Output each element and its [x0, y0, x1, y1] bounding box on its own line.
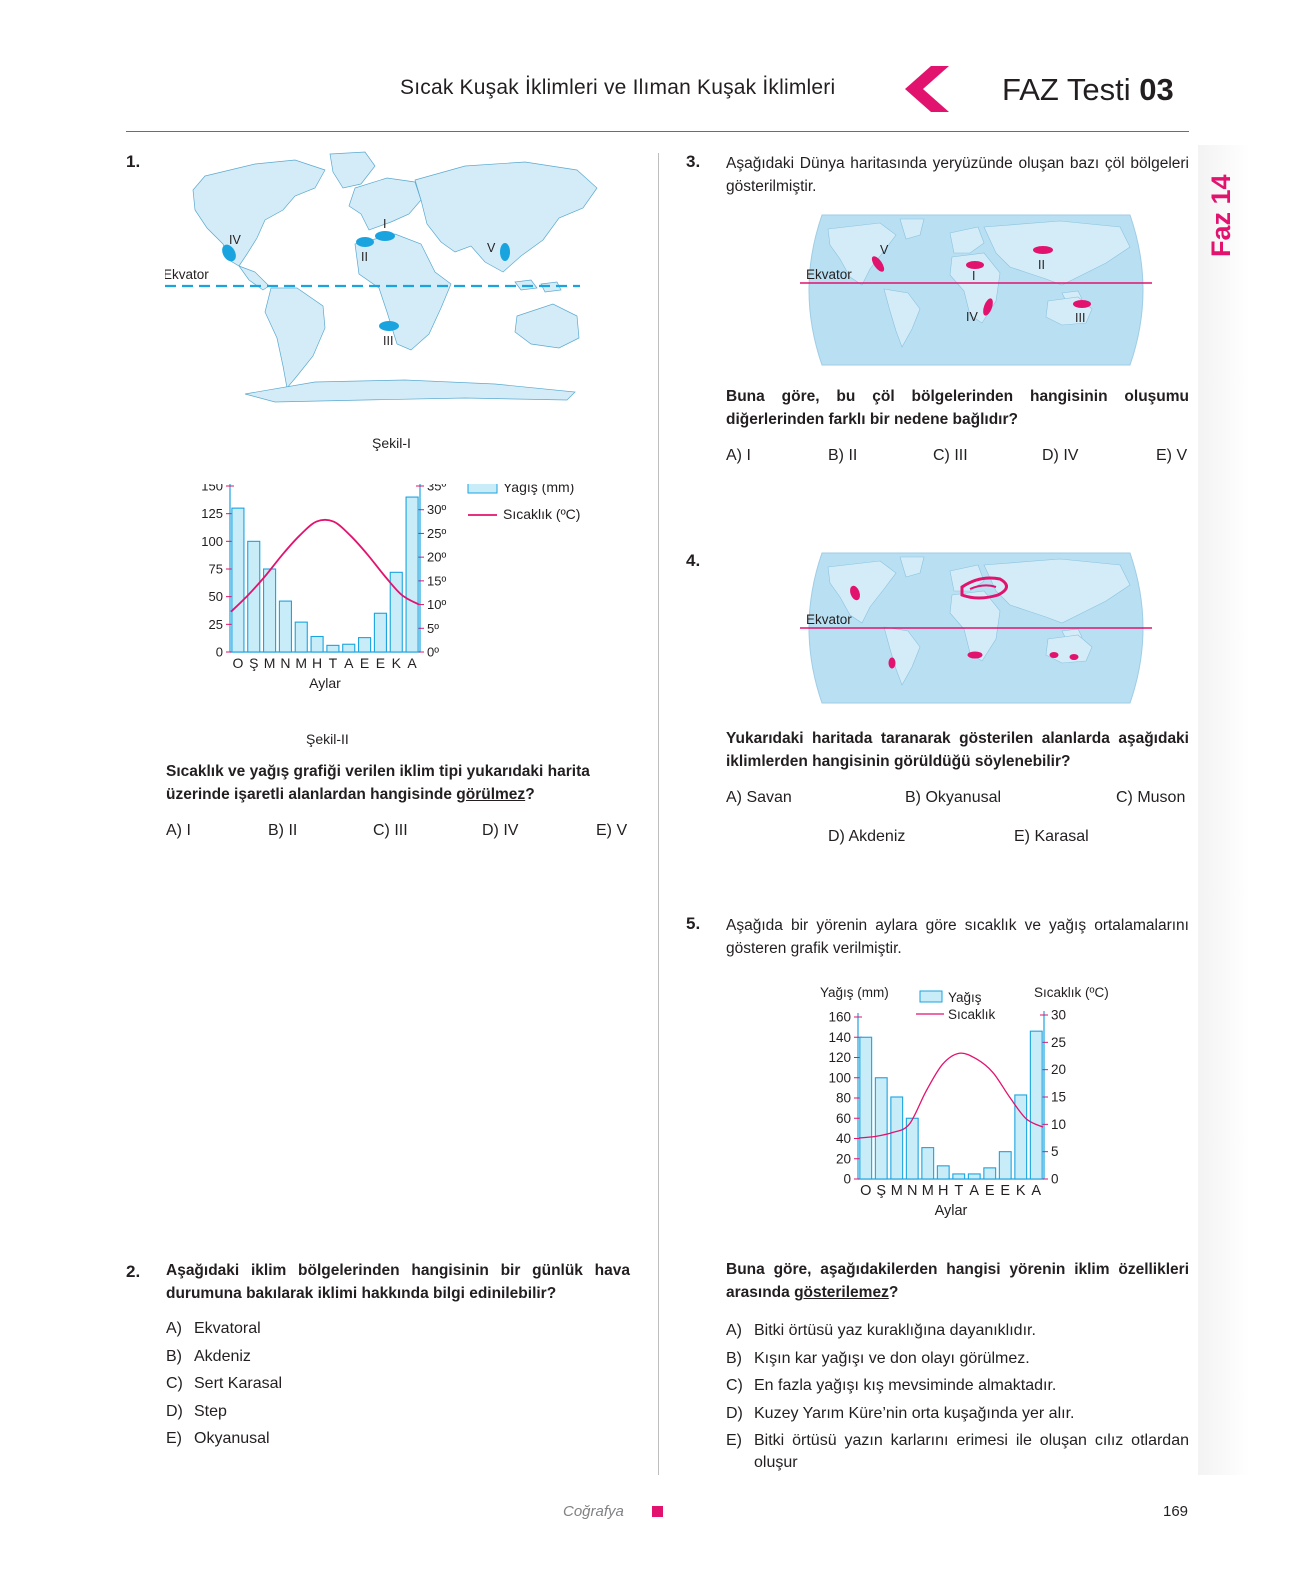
marker-label-II: II — [361, 250, 368, 264]
month-label: N — [907, 1183, 918, 1199]
q5-option-a[interactable]: A) Bitki örtüsü yaz kuraklığına dayanıklıdır. — [726, 1322, 1036, 1339]
desert-III — [1073, 300, 1091, 308]
left-tick-label: 40 — [835, 1131, 851, 1146]
equator-label: Ekvator — [806, 612, 852, 627]
q5-option-e[interactable]: E) Bitki örtüsü yazın karlarını erimesi ile oluşan cılız otlardan oluşur — [726, 1432, 1189, 1471]
bar-12 — [406, 497, 418, 652]
legend-bar-label: Yağış — [948, 990, 982, 1005]
q4-number: 4. — [686, 551, 701, 570]
bar-5 — [922, 1148, 934, 1179]
marker-label-IV: IV — [229, 233, 241, 247]
q5-question-underlined: gösterilemez — [794, 1284, 889, 1301]
q2-option-d[interactable]: D) Step — [166, 1402, 227, 1420]
left-tick-label: 75 — [208, 561, 223, 577]
left-tick-label: 160 — [828, 1009, 851, 1025]
desert-label-II: II — [1038, 258, 1045, 272]
right-tick-label: 25 — [1051, 1034, 1067, 1050]
q1-number: 1. — [126, 152, 141, 171]
marker-label-III: III — [383, 334, 394, 348]
marker-III — [379, 321, 399, 331]
page-title: Sıcak Kuşak İklimleri ve Ilıman Kuşak İklimleri — [400, 76, 836, 99]
footer-subject: Coğrafya — [563, 1503, 624, 1520]
bar-4 — [279, 601, 291, 652]
side-tab-text: Faz 14 — [1206, 174, 1236, 257]
left-tick-label: 50 — [208, 589, 223, 605]
x-axis-label: Aylar — [309, 675, 341, 691]
marker-I — [375, 231, 395, 241]
right-tick-label: 35º — [427, 484, 447, 494]
q3-option-a[interactable]: A) I — [726, 447, 751, 464]
bar-9 — [359, 638, 371, 652]
q3-option-c[interactable]: C) III — [933, 447, 968, 464]
legend-bar-swatch — [468, 484, 497, 493]
x-axis-label: Aylar — [934, 1203, 968, 1219]
q1-question — [166, 760, 630, 806]
left-tick-label: 0 — [843, 1171, 851, 1187]
q1-question-line1: Sıcaklık ve yağış grafiği verilen iklim tipi yukarıdaki harita — [166, 763, 590, 780]
bar-2 — [248, 541, 260, 652]
bar-9 — [984, 1168, 996, 1179]
bar-1 — [232, 508, 244, 652]
q5-option-c[interactable]: C) En fazla yağışı kış mevsiminde almaktadır. — [726, 1377, 1057, 1394]
column-divider — [658, 153, 659, 1475]
month-label: T — [954, 1183, 964, 1199]
month-label: A — [1031, 1183, 1042, 1199]
month-label: Ş — [249, 655, 259, 671]
month-label: E — [984, 1183, 995, 1199]
q2-number: 2. — [126, 1262, 141, 1281]
marker-V — [500, 243, 510, 261]
q2-option-c[interactable]: C) Sert Karasal — [166, 1375, 283, 1392]
month-label: K — [391, 655, 401, 671]
right-tick-label: 20º — [427, 549, 447, 565]
bar-6 — [311, 637, 323, 652]
desert-II — [1033, 246, 1053, 254]
month-label: N — [280, 655, 291, 671]
bar-12 — [1030, 1031, 1042, 1179]
figure1-caption: Şekil-I — [372, 435, 411, 451]
month-label: H — [312, 655, 323, 671]
q1-question-end: ? — [525, 786, 535, 803]
bar-10 — [999, 1152, 1011, 1179]
q2-options — [166, 1315, 282, 1453]
month-label: M — [921, 1183, 934, 1199]
right-tick-label: 5º — [427, 620, 439, 636]
q3-option-d[interactable]: D) IV — [1042, 447, 1079, 464]
q5-option-d[interactable]: D) Kuzey Yarım Küre’nin orta kuşağında yer alır. — [726, 1404, 1075, 1422]
month-label: A — [969, 1183, 980, 1199]
q4-option-d[interactable]: D) Akdeniz — [828, 828, 906, 845]
q1-world-map — [165, 148, 605, 421]
bar-5 — [295, 622, 307, 652]
bar-7 — [953, 1174, 965, 1179]
bar-3 — [891, 1097, 903, 1179]
q2-option-b[interactable]: B) Akdeniz — [166, 1347, 251, 1365]
left-tick-label: 80 — [835, 1090, 851, 1106]
area-chile — [889, 658, 895, 668]
left-tick-label: 100 — [828, 1070, 851, 1086]
q4-option-c[interactable]: C) Muson — [1116, 789, 1186, 806]
bar-2 — [875, 1078, 887, 1179]
q1-option-a[interactable]: A) I — [166, 822, 191, 839]
bar-7 — [327, 645, 339, 652]
left-tick-label: 125 — [201, 506, 223, 522]
q5-question — [726, 1258, 1189, 1304]
faz-number: 03 — [1139, 72, 1174, 107]
chevron-left-icon — [905, 66, 949, 117]
bar-10 — [374, 613, 386, 652]
q5-question-text: Buna göre, aşağıdakilerden hangisi yörenin iklim özellikleri arasında — [726, 1261, 1189, 1301]
month-label: A — [407, 655, 417, 671]
month-label: H — [938, 1183, 949, 1199]
q1-climate-chart — [190, 484, 610, 719]
legend-bar-swatch — [920, 991, 942, 1002]
month-label: E — [375, 655, 386, 671]
q3-option-b[interactable]: B) II — [828, 447, 858, 464]
month-label: O — [860, 1183, 872, 1199]
q5-question-end: ? — [888, 1284, 899, 1301]
marker-label-I: I — [383, 217, 387, 231]
left-tick-label: 140 — [828, 1029, 851, 1045]
equator-label: Ekvator — [806, 267, 852, 282]
left-tick-label: 120 — [828, 1050, 851, 1065]
month-label: Ş — [876, 1183, 887, 1199]
area-south-africa — [968, 652, 982, 658]
q3-number: 3. — [686, 152, 701, 171]
side-tab-label — [1190, 152, 1250, 262]
q4-world-map — [800, 551, 1152, 710]
legend-line-label: Sıcaklık (ºC) — [503, 506, 581, 522]
q5-options — [726, 1317, 1189, 1474]
q1-option-e[interactable]: E) V — [596, 822, 628, 839]
right-tick-label: 15º — [427, 573, 447, 589]
month-label: M — [890, 1183, 903, 1199]
q1-option-b[interactable]: B) II — [268, 822, 298, 839]
q5-number: 5. — [686, 914, 701, 933]
left-tick-label: 60 — [835, 1110, 851, 1126]
left-tick-label: 20 — [835, 1151, 851, 1167]
right-tick-label: 30º — [427, 502, 447, 518]
q1-option-d[interactable]: D) IV — [482, 822, 519, 839]
q4-option-b[interactable]: B) Okyanusal — [905, 789, 1002, 806]
footer-square-icon — [652, 1506, 663, 1517]
q4-option-a[interactable]: A) Savan — [726, 789, 792, 806]
right-tick-label: 25º — [427, 525, 447, 541]
left-axis-title: Yağış (mm) — [820, 985, 889, 1000]
month-label: A — [344, 655, 354, 671]
q2-question: Aşağıdaki iklim bölgelerinden hangisinin bir günlük hava durumuna bakılarak iklimi hakkında bilgi edinilebilir? — [166, 1262, 630, 1302]
q1-question-line2: üzerinde işaretli alanlardan hangisinde — [166, 786, 457, 803]
header-divider — [126, 131, 1189, 132]
month-label: M — [295, 655, 308, 671]
equator-label: Ekvator — [165, 267, 209, 282]
marker-label-V: V — [487, 241, 496, 255]
legend-bar-label: Yağış (mm) — [503, 484, 575, 495]
month-label: O — [232, 655, 244, 671]
q2-option-a[interactable]: A) Ekvatoral — [166, 1320, 261, 1337]
bar-3 — [264, 569, 276, 652]
area-se-australia — [1070, 655, 1078, 660]
right-tick-label: 10º — [427, 597, 447, 613]
marker-II — [356, 237, 374, 247]
month-label: E — [359, 655, 370, 671]
desert-label-III: III — [1075, 311, 1086, 325]
q5-climate-chart — [816, 985, 1136, 1240]
left-tick-label: 100 — [201, 533, 223, 549]
right-axis-title: Sıcaklık (ºC) — [1034, 985, 1109, 1000]
legend-line-label: Sıcaklık — [948, 1007, 996, 1022]
left-tick-label: 0 — [215, 644, 223, 660]
right-tick-label: 10 — [1051, 1116, 1067, 1132]
q1-question-underlined: görülmez — [456, 786, 526, 803]
right-tick-label: 15 — [1051, 1089, 1067, 1105]
q2-option-e[interactable]: E) Okyanusal — [166, 1430, 270, 1447]
bar-1 — [860, 1037, 872, 1179]
q4-question: Yukarıdaki haritada taranarak gösterilen alanlarda aşağıdaki iklimlerden hangisinin görüldüğü söylenebilir? — [726, 730, 1189, 770]
right-tick-label: 30 — [1051, 1007, 1067, 1023]
left-tick-label: 25 — [208, 616, 223, 632]
month-label: M — [263, 655, 276, 671]
q5-intro: Aşağıda bir yörenin aylara göre sıcaklık ve yağış ortalamalarını gösteren grafik verilmiştir. — [726, 917, 1189, 957]
bar-6 — [937, 1166, 949, 1179]
q1-option-c[interactable]: C) III — [373, 822, 408, 839]
faz-label: FAZ Testi — [1002, 72, 1131, 107]
desert-I — [966, 261, 984, 269]
test-label — [1002, 72, 1174, 108]
left-tick-label: 150 — [201, 484, 223, 494]
right-tick-label: 0 — [1051, 1171, 1059, 1187]
q3-intro: Aşağıdaki Dünya haritasında yeryüzünde oluşan bazı çöl bölgeleri gösterilmiştir. — [726, 155, 1189, 195]
desert-label-IV: IV — [966, 310, 978, 324]
side-tab — [1198, 145, 1250, 1475]
right-tick-label: 0º — [427, 644, 439, 660]
q5-option-b[interactable]: B) Kışın kar yağışı ve don olayı görülmez. — [726, 1349, 1030, 1367]
desert-label-V: V — [880, 243, 889, 257]
month-label: T — [328, 655, 338, 671]
bar-8 — [968, 1174, 980, 1179]
q3-option-e[interactable]: E) V — [1156, 447, 1188, 464]
bar-4 — [906, 1118, 918, 1179]
right-tick-label: 20 — [1051, 1062, 1067, 1078]
month-label: K — [1015, 1183, 1026, 1199]
desert-label-I: I — [972, 269, 976, 283]
figure2-caption: Şekil-II — [306, 731, 349, 747]
q3-question: Buna göre, bu çöl bölgelerinden hangisinin oluşumu diğerlerinden farklı bir nedene bağlıdır? — [726, 388, 1189, 428]
right-tick-label: 5 — [1051, 1144, 1059, 1160]
month-label: E — [1000, 1183, 1011, 1199]
page-number: 169 — [1163, 1503, 1189, 1520]
q3-world-map — [800, 213, 1152, 372]
bar-8 — [343, 644, 355, 652]
q4-option-e[interactable]: E) Karasal — [1014, 828, 1089, 845]
area-sw-australia — [1050, 653, 1058, 658]
